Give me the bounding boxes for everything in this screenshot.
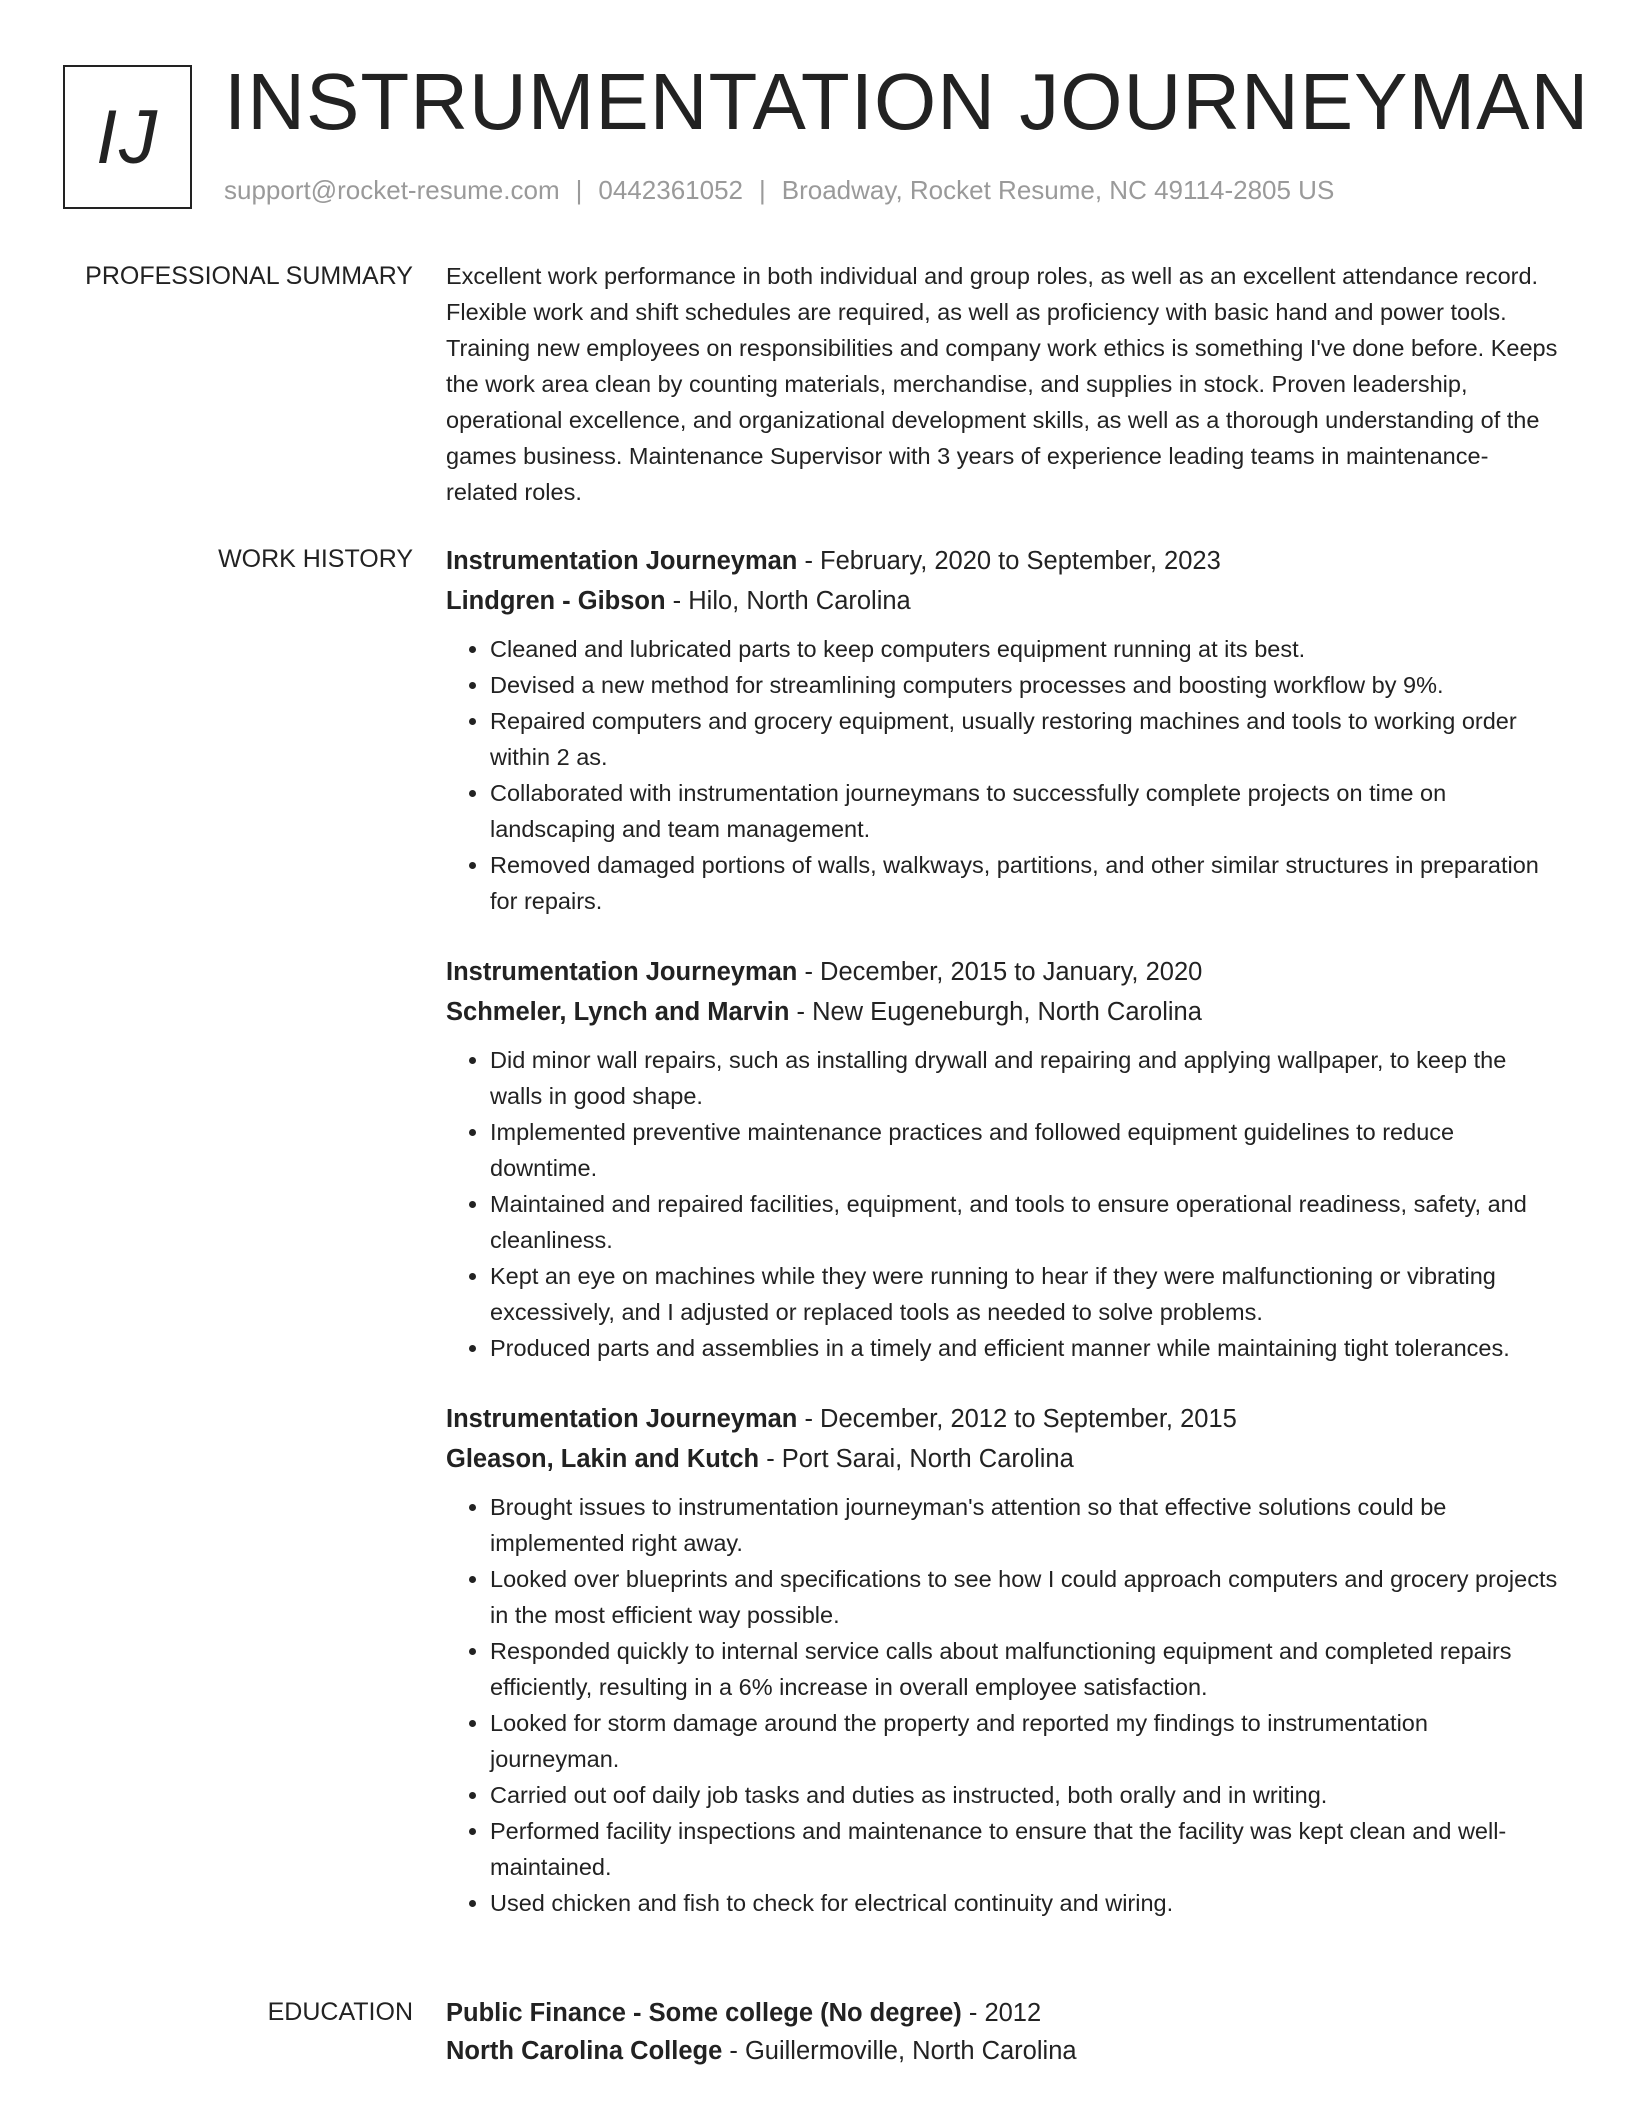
job-title-line xyxy=(446,1399,1558,1439)
job-title: Instrumentation Journeyman xyxy=(446,1405,798,1433)
job-company: Schmeler, Lynch and Marvin xyxy=(446,998,790,1026)
candidate-name: INSTRUMENTATION JOURNEYMAN xyxy=(224,57,1590,146)
job-location: - Port Sarai, North Carolina xyxy=(759,1445,1074,1473)
job-duty: • Maintained and repaired facilities, equipment, and tools to ensure operational readiness, safety, and cleanliness. xyxy=(490,1186,1558,1258)
job-entry xyxy=(446,1399,1558,1921)
contact-separator: | xyxy=(759,175,766,205)
contact-phone: 0442361052 xyxy=(598,175,743,205)
job-duty: • Collaborated with instrumentation journeymans to successfully complete projects on time on landscaping and team management. xyxy=(490,775,1558,847)
section-heading-education: EDUCATION xyxy=(267,1998,413,2026)
job-location: - Hilo, North Carolina xyxy=(665,587,911,615)
education-degree-line xyxy=(446,1994,1558,2032)
education-location: - Guillermoville, North Carolina xyxy=(722,2037,1077,2065)
job-title-line xyxy=(446,952,1558,992)
job-duty: • Cleaned and lubricated parts to keep computers equipment running at its best. xyxy=(490,631,1558,667)
job-company-line xyxy=(446,992,1558,1032)
education-school: North Carolina College xyxy=(446,2037,723,2065)
job-dates: - December, 2015 to January, 2020 xyxy=(797,958,1203,986)
job-entry xyxy=(446,541,1558,919)
section-heading-work-history: WORK HISTORY xyxy=(218,545,413,573)
job-duty: • Carried out oof daily job tasks and duties as instructed, both orally and in writing. xyxy=(490,1777,1558,1813)
education-year: - 2012 xyxy=(961,1999,1042,2027)
job-duty: • Performed facility inspections and maintenance to ensure that the facility was kept clean and well-maintained. xyxy=(490,1813,1558,1885)
job-title: Instrumentation Journeyman xyxy=(446,547,798,575)
job-company-line xyxy=(446,1439,1558,1479)
job-duty: • Brought issues to instrumentation journeyman's attention so that effective solutions could be implemented right away. xyxy=(490,1489,1558,1561)
education-school-line xyxy=(446,2032,1558,2070)
job-duty: • Removed damaged portions of walls, walkways, partitions, and other similar structures in preparation for repairs. xyxy=(490,847,1558,919)
contact-line xyxy=(224,174,1334,206)
education-degree: Public Finance - Some college (No degree) xyxy=(446,1999,962,2027)
job-entry xyxy=(446,952,1558,1366)
job-duty: • Looked over blueprints and specifications to see how I could approach computers and grocery projects in the most efficient way possible. xyxy=(490,1561,1558,1633)
initials: IJ xyxy=(95,94,160,180)
job-duty: • Produced parts and assemblies in a timely and efficient manner while maintaining tight tolerances. xyxy=(490,1330,1558,1366)
job-duties xyxy=(446,631,1558,919)
job-title-line xyxy=(446,541,1558,581)
job-company: Lindgren - Gibson xyxy=(446,587,666,615)
section-heading-summary: PROFESSIONAL SUMMARY xyxy=(85,262,413,290)
job-duty: • Did minor wall repairs, such as installing drywall and repairing and applying wallpaper, to keep the walls in good shape. xyxy=(490,1042,1558,1114)
summary-text: Excellent work performance in both individual and group roles, as well as an excellent attendance record. Flexible work and shift schedules are required, as well as proficiency with basic hand and power tools. Training new employees on responsibilities and company work ethics is something I've done before. Keeps the work area clean by counting materials, merchandise, and supplies in stock. Proven leadership, operational excellence, and organizational development skills, as well as a thorough understanding of the games business. Maintenance Supervisor with 3 years of experience leading teams in maintenance-related roles. xyxy=(446,263,1558,505)
job-duty: • Repaired computers and grocery equipment, usually restoring machines and tools to working order within 2 as. xyxy=(490,703,1558,775)
job-duty: • Looked for storm damage around the property and reported my findings to instrumentation journeyman. xyxy=(490,1705,1558,1777)
job-duty: • Responded quickly to internal service calls about malfunctioning equipment and completed repairs efficiently, resulting in a 6% increase in overall employee satisfaction. xyxy=(490,1633,1558,1705)
job-duty: • Devised a new method for streamlining computers processes and boosting workflow by 9%. xyxy=(490,667,1558,703)
job-title: Instrumentation Journeyman xyxy=(446,958,798,986)
monogram-badge xyxy=(63,65,192,209)
job-duty: • Implemented preventive maintenance practices and followed equipment guidelines to reduce downtime. xyxy=(490,1114,1558,1186)
job-duty: • Used chicken and fish to check for electrical continuity and wiring. xyxy=(490,1885,1558,1921)
job-company-line xyxy=(446,581,1558,621)
job-company: Gleason, Lakin and Kutch xyxy=(446,1445,760,1473)
jobs-list xyxy=(446,541,1558,1954)
job-dates: - February, 2020 to September, 2023 xyxy=(797,547,1221,575)
job-dates: - December, 2012 to September, 2015 xyxy=(797,1405,1237,1433)
job-duty: • Kept an eye on machines while they were running to hear if they were malfunctioning or vibrating excessively, and I adjusted or replaced tools as needed to solve problems. xyxy=(490,1258,1558,1330)
job-duties xyxy=(446,1489,1558,1921)
job-location: - New Eugeneburgh, North Carolina xyxy=(789,998,1202,1026)
contact-email: support@rocket-resume.com xyxy=(224,175,560,205)
contact-separator: | xyxy=(575,175,583,205)
contact-address: Broadway, Rocket Resume, NC 49114-2805 US xyxy=(781,175,1335,205)
job-duties xyxy=(446,1042,1558,1366)
